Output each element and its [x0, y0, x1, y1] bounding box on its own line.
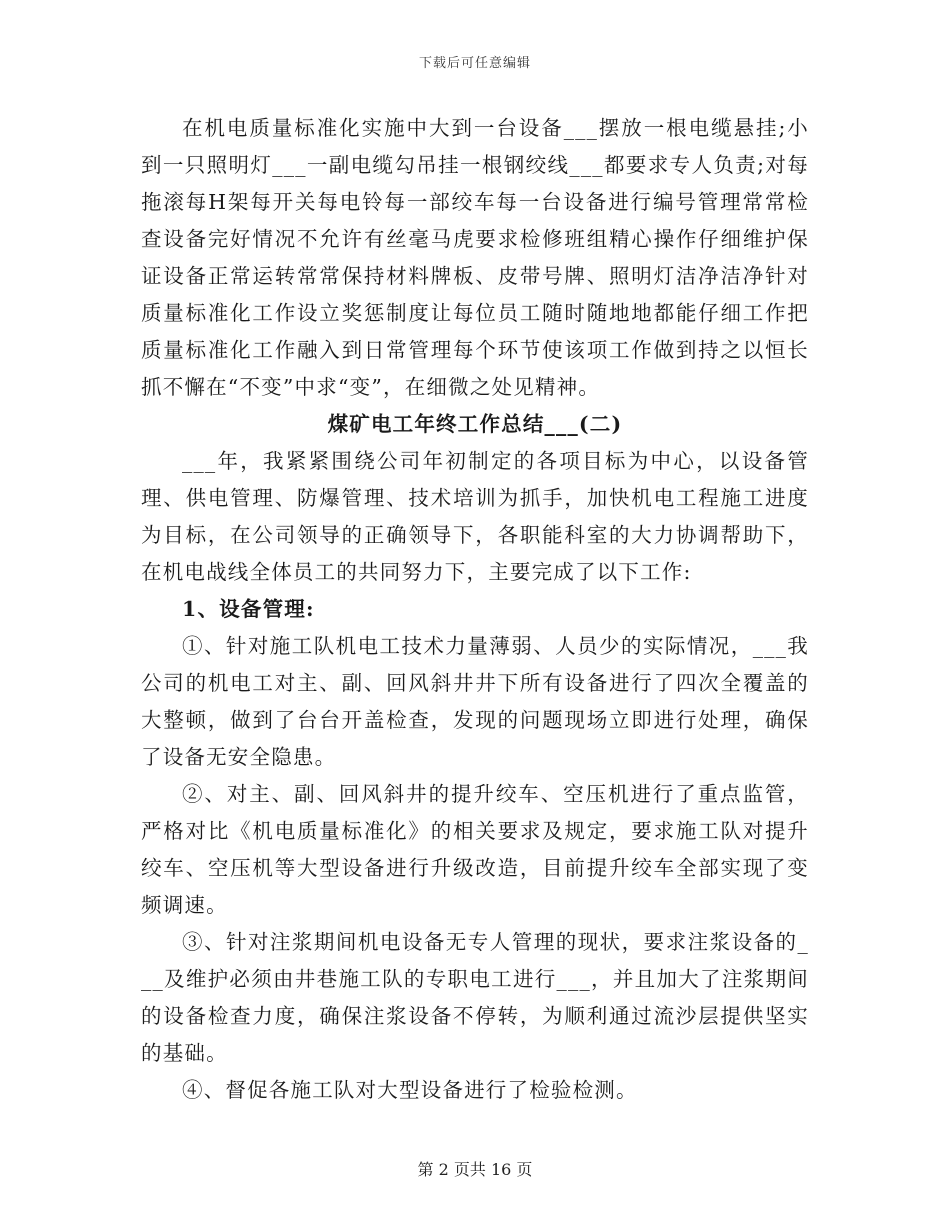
list-item: ①、针对施工队机电工技术力量薄弱、人员少的实际情况，___我公司的机电工对主、副、回风斜井井下所有设备进行了四次全覆盖的大整顿，做到了台台开盖检查，发现的问题现场立即进行处理，确保了设备无安全隐患。 — [141, 634, 809, 769]
intro-paragraph: ___年，我紧紧围绕公司年初制定的各项目标为中心，以设备管理、供电管理、防爆管理、技术培训为抓手，加快机电工程施工进度为目标，在公司领导的正确领导下，各职能科室的大力协调帮助下，在机电战线全体员工的共同努力下，主要完成了以下工作: — [141, 449, 809, 584]
continued-paragraph: 在机电质量标准化实施中大到一台设备___摆放一根电缆悬挂;小到一只照明灯___一副电缆勾吊挂一根钢绞线___都要求专人负责;对每拖滚每H架每开关每电铃每一部绞车每一台设备进行编号管理常常检查设备完好情况不允许有丝毫马虎要求检修班组精心操作仔细维护保证设备正常运转常常保持材料牌板、皮带号牌、照明灯洁净洁净针对质量标准化工作设立奖惩制度让每位员工随时随地地都能仔细工作把质量标准化工作融入到日常管理每个环节使该项工作做到持之以恒长抓不懈在“不变”中求“变”，在细微之处见精神。 — [141, 116, 809, 399]
list-item: ③、针对注浆期间机电设备无专人管理的现状，要求注浆设备的___及维护必须由井巷施工队的专职电工进行___，并且加大了注浆期间的设备检查力度，确保注浆设备不停转，为顺利通过流沙层提供坚实的基础。 — [141, 930, 809, 1065]
page-header: 下载后可任意编辑 — [418, 56, 531, 71]
list-item: ④、督促各施工队对大型设备进行了检验检测。 — [182, 1078, 638, 1102]
subheading-equipment-management: 1、设备管理: — [182, 597, 315, 621]
section-title: 煤矿电工年终工作总结___(二) — [327, 412, 623, 436]
document-body — [141, 110, 809, 1109]
page-footer: 第 2 页共 16 页 — [417, 1160, 533, 1179]
list-item: ②、对主、副、回风斜井的提升绞车、空压机进行了重点监管，严格对比《机电质量标准化》的相关要求及规定，要求施工队对提升绞车、空压机等大型设备进行升级改造，目前提升绞车全部实现了变频调速。 — [141, 782, 809, 917]
